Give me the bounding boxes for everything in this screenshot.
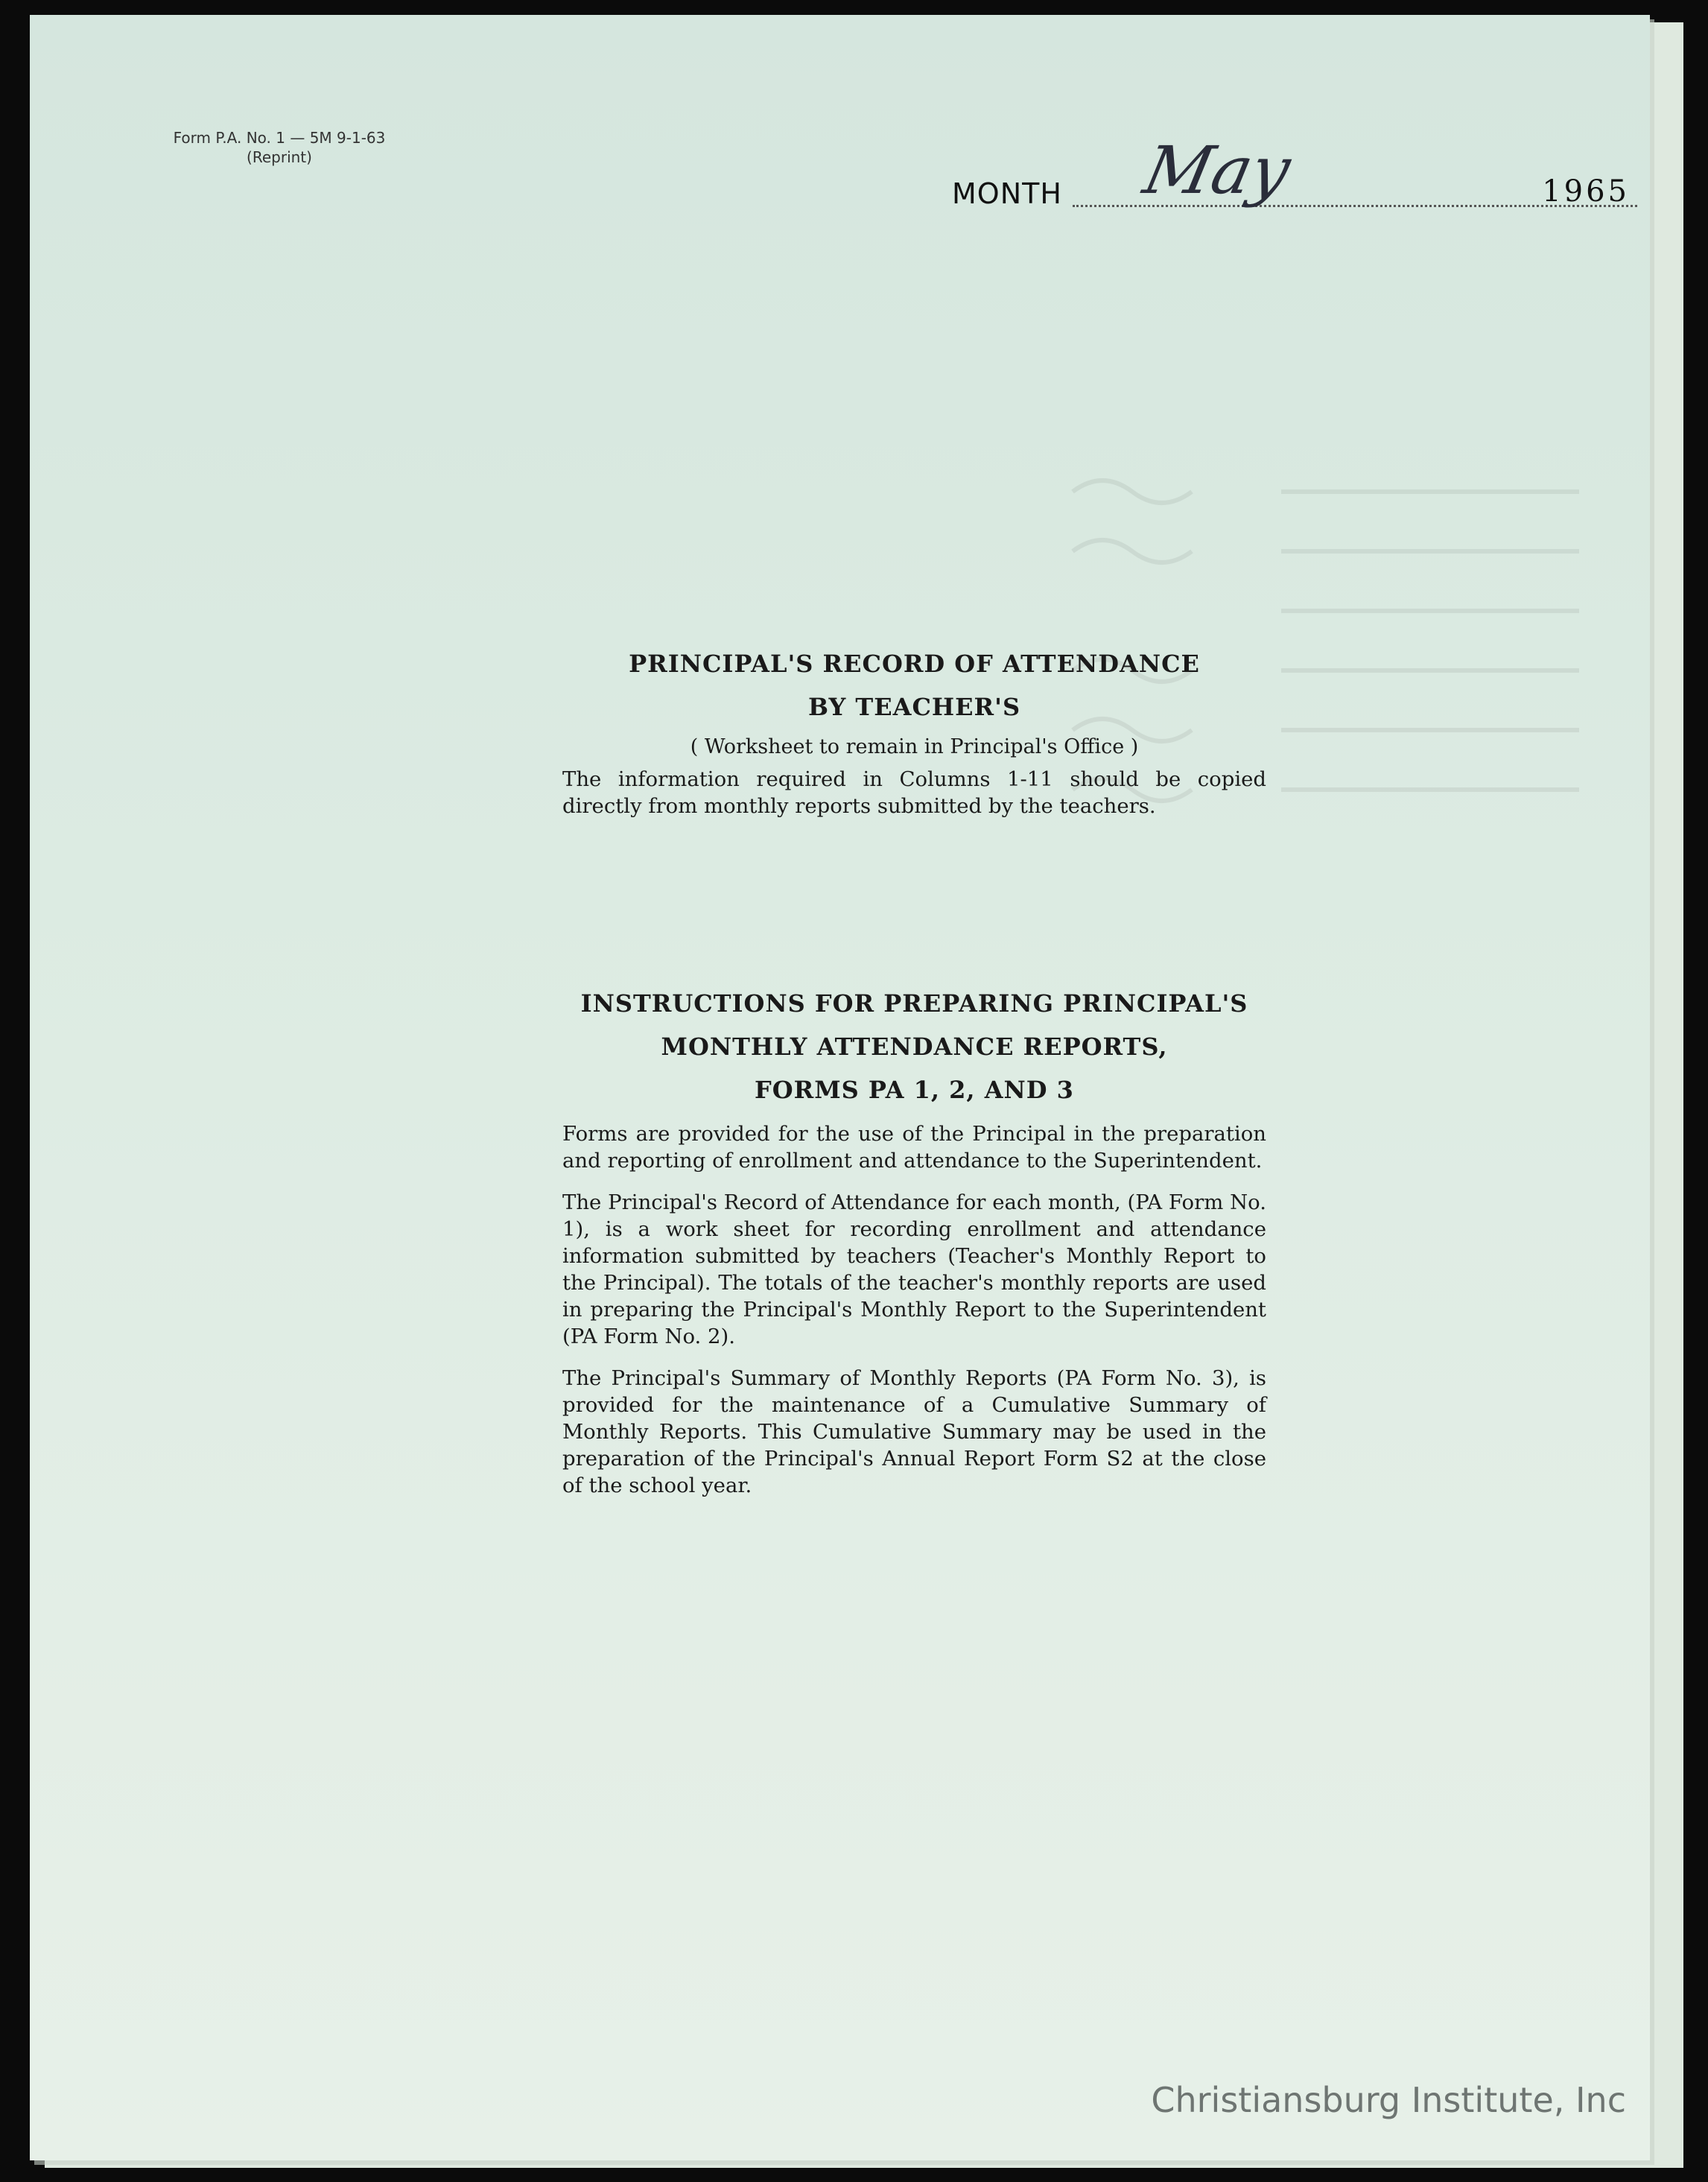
record-subnote: ( Worksheet to remain in Principal's Office ) <box>690 735 1139 758</box>
record-title-line1: PRINCIPAL'S RECORD OF ATTENDANCE <box>629 650 1200 678</box>
watermark-text: Christiansburg Institute, Inc <box>1151 2080 1626 2120</box>
month-field <box>952 132 1637 216</box>
month-label: MONTH <box>952 177 1062 210</box>
form-identifier <box>145 128 413 167</box>
instructions-para-2: The Principal's Record of Attendance for each month, (PA Form No. 1), is a work sheet for recording enrollment and attendance information submitted by teachers (Teacher's Monthly Report to the Principal). The totals of the teacher's monthly reports are used in preparing the Principal's Monthly Report to the Superintendent (PA Form No. 2). <box>562 1190 1266 1348</box>
instructions-para-1: Forms are provided for the use of the Principal in the preparation and reporting of enrollment and attendance to the Superintendent. <box>562 1122 1266 1173</box>
instructions-section <box>562 982 1266 1514</box>
form-reprint-note: (Reprint) <box>247 148 312 166</box>
month-handwritten-value: May <box>1137 132 1298 209</box>
record-title-line2: BY TEACHER'S <box>807 693 1021 721</box>
year-value: 1965 <box>1542 174 1630 209</box>
instructions-para-3: The Principal's Summary of Monthly Reports (PA Form No. 3), is provided for the maintenance of a Cumulative Summary of Monthly Reports. This Cumulative Summary may be used in the preparation of the Principal's Annual Report Form S2 at the close of the school year. <box>562 1366 1266 1497</box>
instructions-title-line1: INSTRUCTIONS FOR PREPARING PRINCIPAL'S <box>580 989 1248 1018</box>
form-number: Form P.A. No. 1 — 5M 9-1-63 <box>173 129 386 147</box>
bleed-through-marks <box>1058 462 1594 879</box>
instructions-title-line2: MONTHLY ATTENDANCE REPORTS, <box>661 1033 1168 1061</box>
record-body: The information required in Columns 1-11 should be copied directly from monthly reports submitted by the teachers. <box>562 767 1266 818</box>
instructions-title-line3: FORMS PA 1, 2, AND 3 <box>755 1076 1074 1104</box>
